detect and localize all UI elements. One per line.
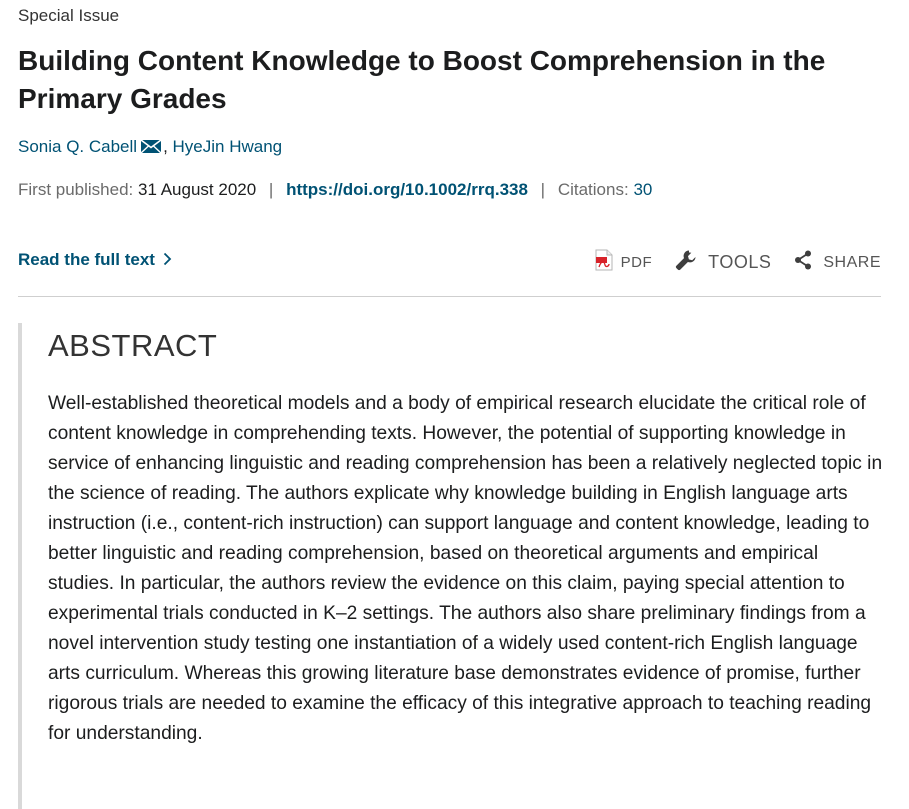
tools-label: TOOLS: [708, 252, 772, 272]
share-icon: [793, 249, 813, 276]
pdf-file-icon: [595, 249, 613, 276]
envelope-icon[interactable]: [140, 138, 162, 159]
article-toolbar: [573, 248, 881, 277]
tools-button[interactable]: [674, 248, 771, 277]
abstract-text: Well-established theoretical models and a body of empirical research elucidate the critical role of content knowledge in comprehending texts. However, the potential of supporting knowledge in service of enhancing linguistic and reading comprehension has been a relatively neglected topic in the science of reading. The authors explicate why knowledge building in English language arts instruction (i.e., content-rich instruction) can support language and content knowledge, leading to better linguistic and reading comprehension, based on theoretical arguments and empirical studies. In particular, the authors review the evidence on this claim, paying special attention to experimental trials conducted in K–2 settings. The authors also share preliminary findings from a novel intervention study testing one instantiation of a widely used content-rich English language arts curriculum. Whereas this growing literature base demonstrates evidence of promise, further rigorous trials are needed to examine the efficacy of this integrative approach to teaching reading for understanding.: [48, 393, 883, 744]
share-button[interactable]: [793, 249, 881, 276]
wrench-icon: [674, 248, 698, 277]
citations-count-link[interactable]: 30: [633, 180, 653, 199]
pdf-label: PDF: [620, 254, 653, 271]
share-label: SHARE: [823, 253, 881, 271]
citations-label: Citations:: [557, 180, 629, 199]
author-link-hwang[interactable]: HyeJin Hwang: [172, 136, 283, 156]
meta-separator: |: [268, 180, 274, 199]
author-separator: ,: [163, 136, 173, 156]
pdf-button[interactable]: [595, 249, 653, 276]
read-full-text-link[interactable]: [18, 250, 172, 270]
author-link-cabell[interactable]: Sonia Q. Cabell: [18, 136, 138, 156]
chevron-right-icon: [163, 251, 172, 271]
issue-label: Special Issue: [18, 6, 120, 25]
meta-separator: |: [540, 180, 546, 199]
doi-link[interactable]: https://doi.org/10.1002/rrq.338: [286, 180, 528, 199]
abstract-heading: ABSTRACT: [48, 328, 218, 363]
first-published-label: First published:: [18, 180, 134, 199]
first-published-date: 31 August 2020: [138, 180, 257, 199]
author-list: [18, 136, 282, 157]
abstract-section: [18, 323, 881, 809]
read-full-text-label: Read the full text: [18, 250, 155, 269]
section-divider: [18, 296, 881, 297]
publication-meta: [18, 180, 652, 200]
article-title: Building Content Knowledge to Boost Comprehension in the Primary Grades: [18, 45, 826, 114]
